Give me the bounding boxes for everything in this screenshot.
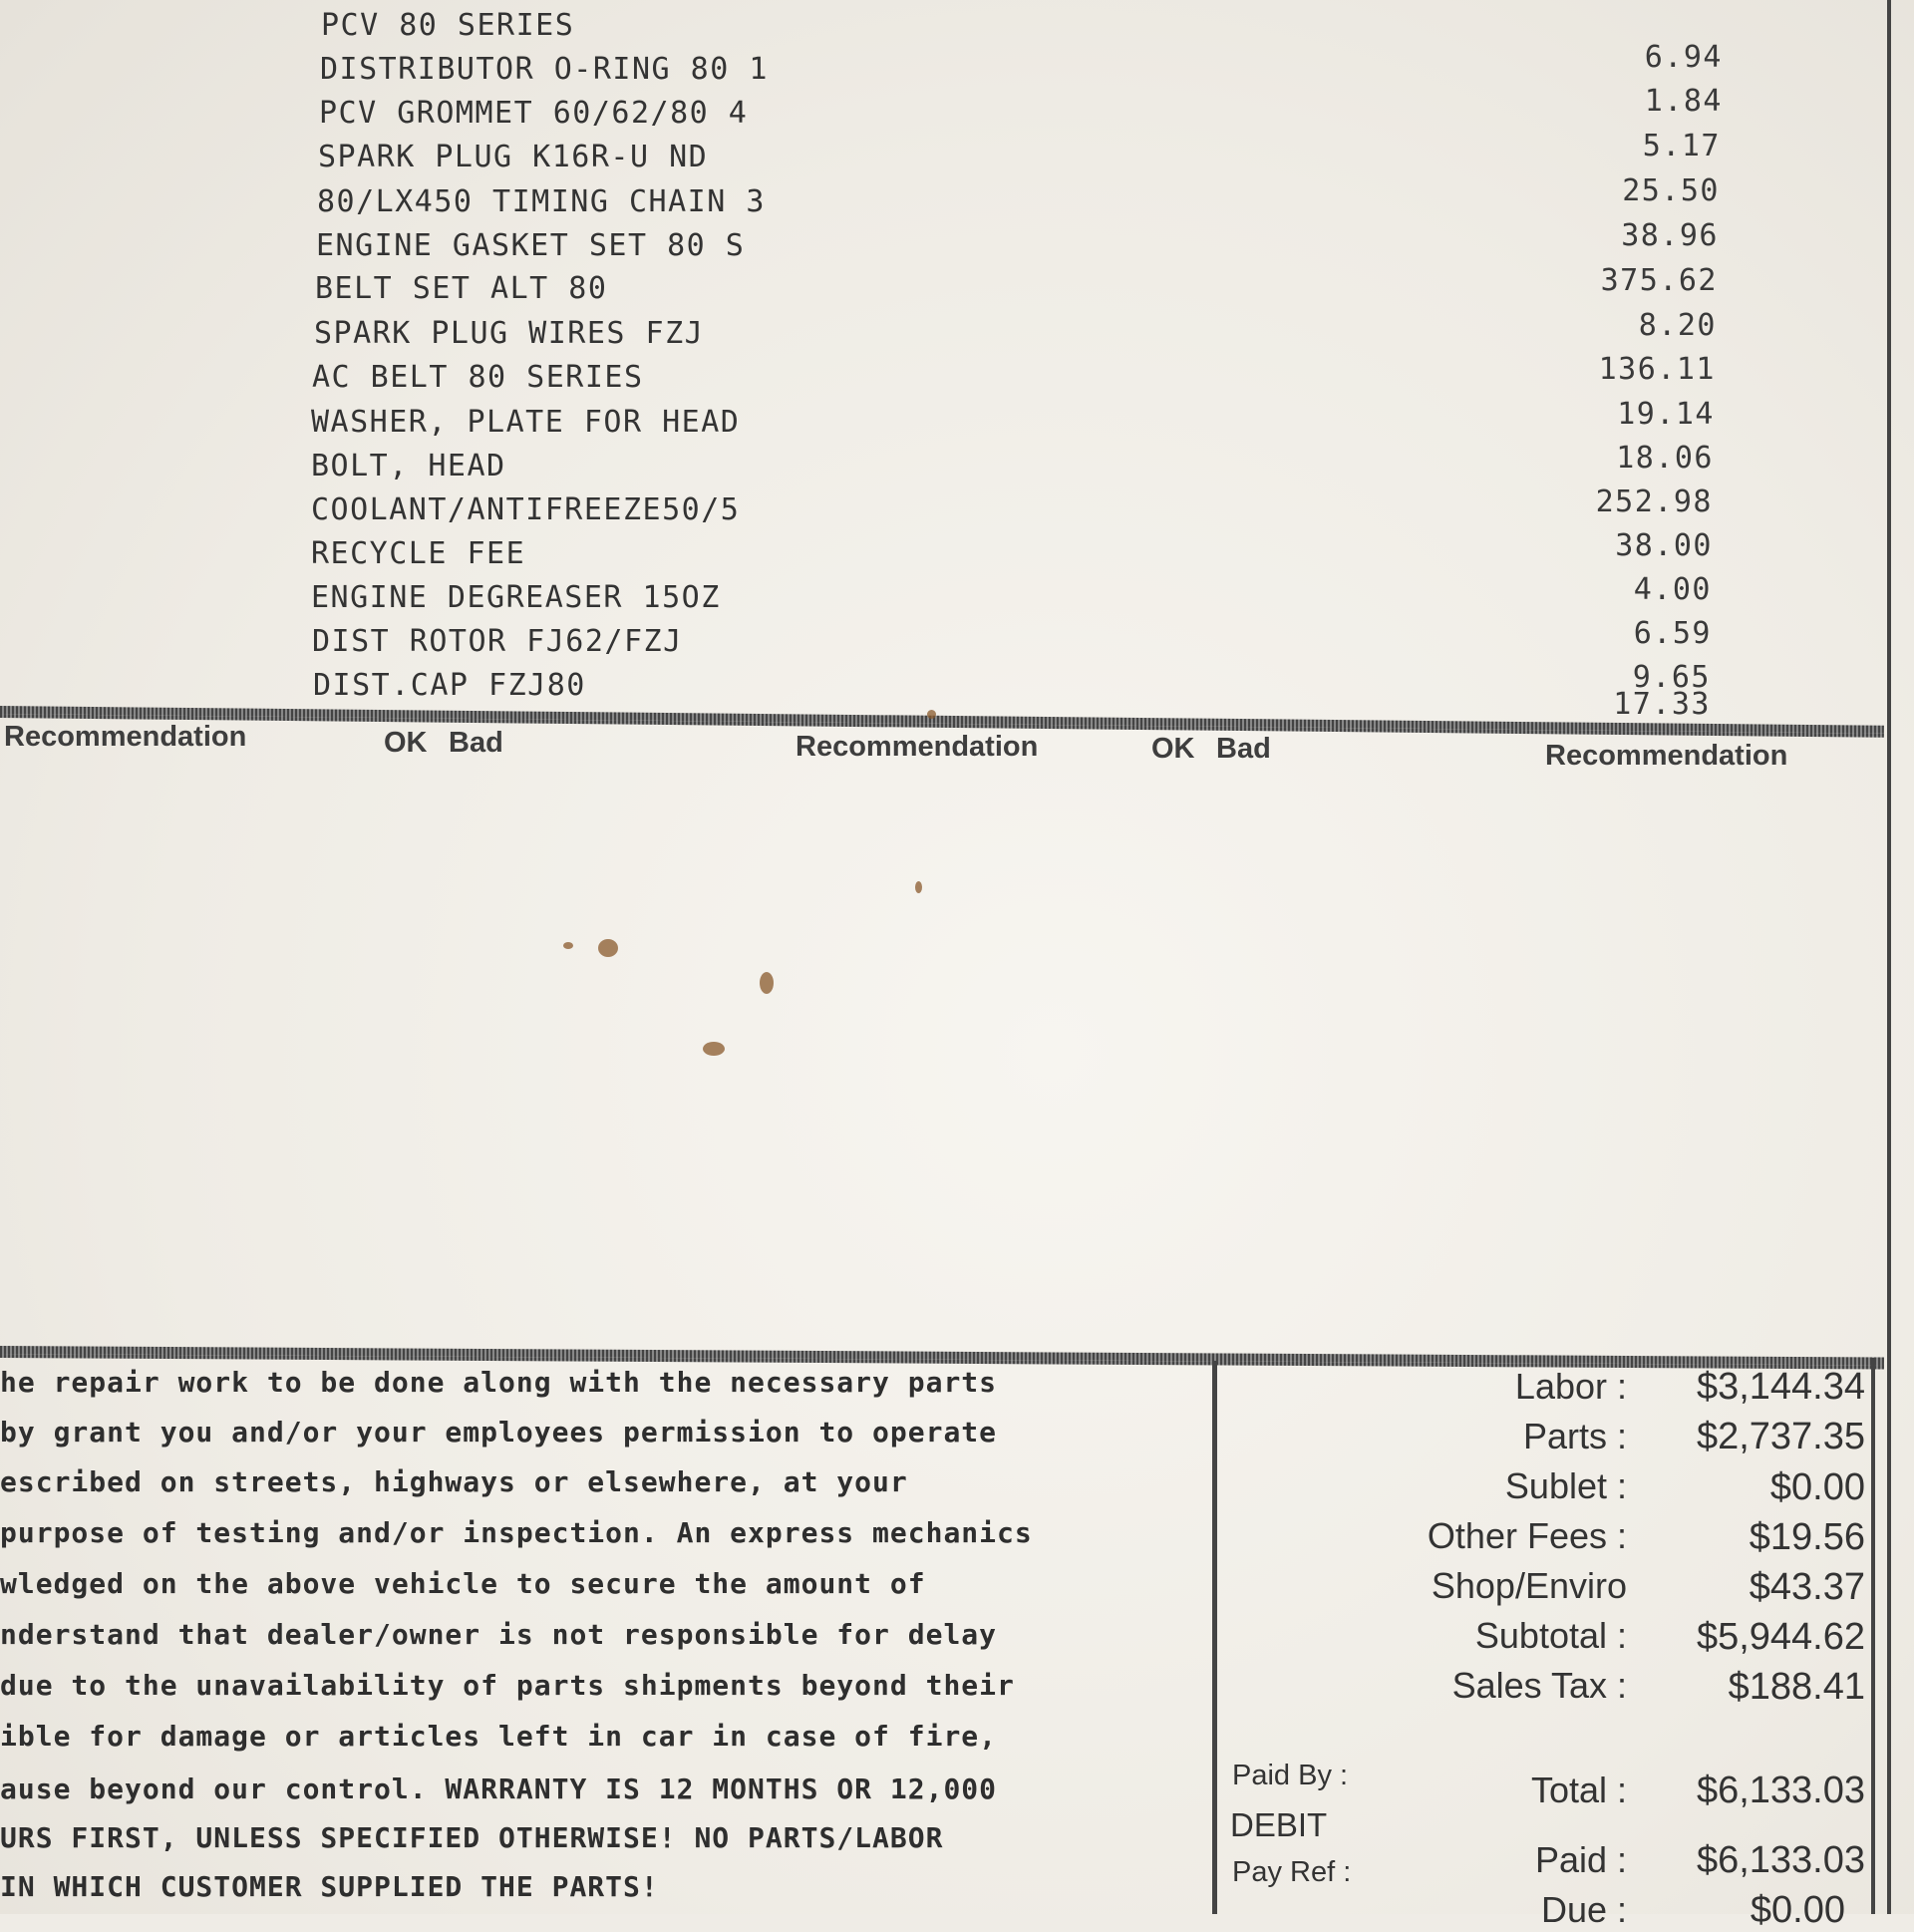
part-row xyxy=(0,4,1754,48)
shop-enviro-value: $43.37 xyxy=(1749,1566,1865,1608)
part-price: 136.11 xyxy=(1598,352,1716,387)
due-label: Due : xyxy=(1540,1889,1627,1930)
inspection-header xyxy=(0,713,1894,772)
part-row xyxy=(0,40,1754,92)
due-value: $0.00 xyxy=(1750,1889,1845,1931)
part-description: ENGINE GASKET SET 80 S xyxy=(316,228,746,263)
paid-by-value: DEBIT xyxy=(1230,1806,1328,1843)
part-price: 25.50 xyxy=(1622,173,1720,208)
other-fees-label: Other Fees : xyxy=(1427,1515,1627,1556)
terms-line: nderstand that dealer/owner is not responsible for delay xyxy=(0,1618,998,1651)
subtotal-label: Subtotal : xyxy=(1474,1615,1627,1656)
total-value: $6,133.03 xyxy=(1696,1770,1865,1811)
totals-left-border xyxy=(1212,1361,1217,1914)
labor-value: $3,144.34 xyxy=(1696,1366,1865,1408)
sales-tax-label: Sales Tax : xyxy=(1451,1665,1627,1706)
recommendation-label: Recommendation xyxy=(1545,740,1788,772)
part-row xyxy=(0,218,1754,268)
part-price: 1.84 xyxy=(1644,84,1723,119)
part-description: COOLANT/ANTIFREEZE50/5 xyxy=(311,492,741,527)
total-label: Total : xyxy=(1530,1770,1627,1810)
terms-line: wledged on the above vehicle to secure the amount of xyxy=(0,1567,926,1600)
stain-mark xyxy=(915,881,922,893)
labor-label: Labor : xyxy=(1514,1366,1627,1407)
ok-label: OK xyxy=(384,727,428,759)
part-row xyxy=(0,572,1754,620)
part-price: 252.98 xyxy=(1595,484,1713,519)
pay-ref-label: Pay Ref : xyxy=(1232,1856,1352,1888)
paid-by-label: Paid By : xyxy=(1232,1760,1349,1791)
totals-right-border xyxy=(1871,1358,1875,1914)
subtotal-value: $5,944.62 xyxy=(1696,1616,1865,1658)
form-right-border xyxy=(1887,0,1891,1914)
part-price: 19.14 xyxy=(1617,397,1715,432)
part-description: AC BELT 80 SERIES xyxy=(312,360,644,395)
part-row xyxy=(0,129,1754,179)
part-row xyxy=(0,484,1754,532)
part-description: ENGINE DEGREASER 15OZ xyxy=(311,580,721,615)
part-description: WASHER, PLATE FOR HEAD xyxy=(311,405,741,440)
part-row xyxy=(0,397,1754,445)
part-price: 4.00 xyxy=(1633,572,1712,607)
part-description: SPARK PLUG K16R-U ND xyxy=(318,140,709,174)
part-price: 9.65 xyxy=(1632,660,1711,695)
part-description: PCV 80 SERIES xyxy=(321,8,575,43)
stain-mark xyxy=(760,972,774,994)
bad-label: Bad xyxy=(449,727,503,759)
part-price: 18.06 xyxy=(1616,441,1714,476)
other-fees-value: $19.56 xyxy=(1749,1516,1865,1558)
part-price: 38.00 xyxy=(1615,528,1713,563)
paid-label: Paid : xyxy=(1534,1839,1627,1880)
part-price: 375.62 xyxy=(1600,263,1718,298)
part-price: 38.96 xyxy=(1621,218,1719,253)
terms-text xyxy=(0,1356,1211,1914)
parts-value: $2,737.35 xyxy=(1696,1416,1865,1457)
part-row xyxy=(0,616,1754,664)
part-description: 80/LX450 TIMING CHAIN 3 xyxy=(317,184,766,219)
terms-line: URS FIRST, UNLESS SPECIFIED OTHERWISE! NO PARTS/LABOR xyxy=(0,1821,944,1854)
parts-label: Parts : xyxy=(1522,1416,1627,1456)
terms-line: due to the unavailability of parts shipments beyond their xyxy=(0,1669,1015,1702)
terms-line: ible for damage or articles left in car in case of fire, xyxy=(0,1720,998,1753)
part-row xyxy=(0,441,1754,488)
stain-mark xyxy=(598,939,618,957)
part-description: DISTRIBUTOR O-RING 80 1 xyxy=(320,52,769,87)
part-row xyxy=(0,263,1754,311)
part-price: 5.17 xyxy=(1642,129,1721,163)
shop-enviro-label: Shop/Enviro xyxy=(1431,1565,1627,1606)
totals-box xyxy=(1218,1361,1871,1931)
terms-line: ause beyond our control. WARRANTY IS 12 MONTHS OR 12,000 xyxy=(0,1772,998,1805)
terms-line: by grant you and/or your employees permission to operate xyxy=(0,1416,998,1449)
recommendation-label: Recommendation xyxy=(796,731,1039,763)
stain-mark xyxy=(927,710,936,719)
parts-list xyxy=(0,0,1884,722)
part-row xyxy=(0,308,1754,356)
part-description: RECYCLE FEE xyxy=(311,536,526,571)
part-price: 6.94 xyxy=(1644,40,1723,75)
sublet-value: $0.00 xyxy=(1769,1466,1865,1508)
bad-label: Bad xyxy=(1216,733,1271,765)
sublet-label: Sublet : xyxy=(1504,1465,1627,1506)
part-row xyxy=(0,528,1754,576)
stain-mark xyxy=(703,1042,725,1056)
terms-line: he repair work to be done along with the necessary parts xyxy=(0,1366,998,1399)
part-row xyxy=(0,173,1754,224)
part-price: 8.20 xyxy=(1638,308,1717,343)
part-description: BOLT, HEAD xyxy=(311,449,506,483)
stain-mark xyxy=(563,942,573,949)
ok-label: OK xyxy=(1151,733,1195,765)
terms-line: escribed on streets, highways or elsewhere, at your xyxy=(0,1465,908,1498)
part-description: DIST ROTOR FJ62/FZJ xyxy=(312,624,683,659)
paid-value: $6,133.03 xyxy=(1696,1839,1865,1881)
part-description: PCV GROMMET 60/62/80 4 xyxy=(319,96,749,131)
terms-line: IN WHICH CUSTOMER SUPPLIED THE PARTS! xyxy=(0,1870,659,1903)
part-row xyxy=(0,84,1754,136)
terms-line: purpose of testing and/or inspection. An express mechanics xyxy=(0,1516,1033,1549)
part-price: 6.59 xyxy=(1633,616,1712,651)
part-description: DIST.CAP FZJ80 xyxy=(313,668,586,703)
recommendation-label: Recommendation xyxy=(4,721,247,753)
part-description: BELT SET ALT 80 xyxy=(315,271,608,306)
part-description: SPARK PLUG WIRES FZJ xyxy=(314,316,705,351)
part-row xyxy=(0,352,1754,400)
part-price: 17.33 xyxy=(1613,687,1711,722)
sales-tax-value: $188.41 xyxy=(1728,1666,1865,1708)
